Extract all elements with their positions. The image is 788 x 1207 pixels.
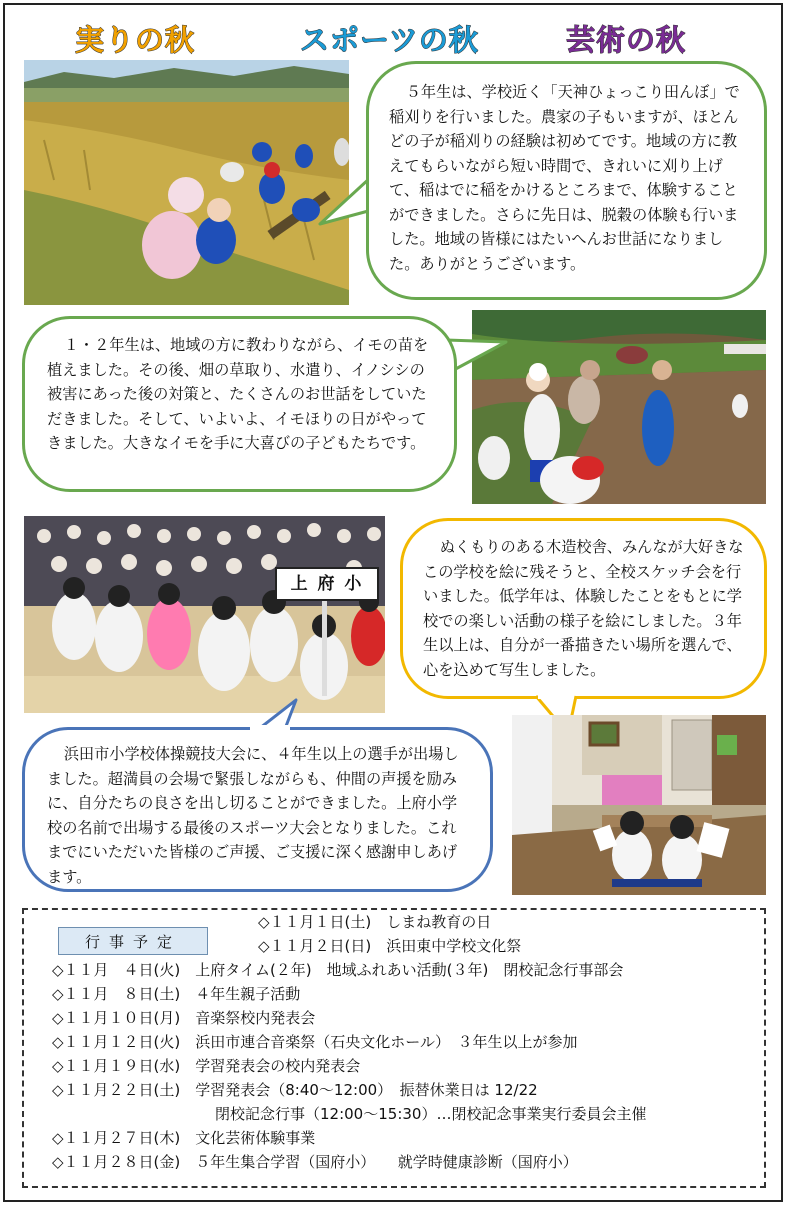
schedule-event: ◇１１月２日(日) 浜田東中学校文化祭 [258,937,522,955]
heading-sports-autumn: スポーツの秋 [300,23,479,57]
gym-bubble-tail-cover [240,720,300,734]
potato-bubble [22,316,457,492]
heading-art-autumn: 芸術の秋 [566,23,687,57]
rice-harvest-bubble [366,61,767,300]
school-name-sign: 上 府 小 [290,574,364,594]
schedule-title: 行事予定 [58,927,208,955]
sketch-bubble [400,518,767,699]
heading-harvest-autumn: 実りの秋 [75,23,196,57]
schedule-event: ◇１１月 ８日(土) ４年生親子活動 [52,985,301,1003]
sketch-event-photo [512,715,766,895]
rice-harvest-photo [24,60,349,305]
gymnastics-meet-photo [24,516,385,713]
sketch-text: ぬくもりのある木造校舎、みんなが大好きなこの学校を絵に残そうと、全校スケッチ会を行いました。低学年は、体験したことをもとに学校での楽しい活動の様子を絵にしました。３年生以上は、自分が一番描きたい場所を選んで、心を込めて写生しました。 [423,538,744,679]
schedule-event: ◇１１月２７日(木) 文化芸術体験事業 [52,1129,316,1147]
schedule-event: 閉校記念行事（12:00～15:30）…閉校記念事業実行委員会主催 [215,1105,647,1123]
potato-digging-photo [472,310,766,504]
schedule-event: ◇１１月１２日(火) 浜田市連合音楽祭（石央文化ホール） ３年生以上が参加 [52,1033,578,1051]
schedule-event: ◇１１月１９日(水) 学習発表会の校内発表会 [52,1057,361,1075]
schedule-event: ◇１１月２２日(土) 学習発表会（8:40～12:00） 振替休業日は 12/22 [52,1081,538,1099]
schedule-event: ◇１１月１０日(月) 音楽祭校内発表会 [52,1009,316,1027]
gym-text: 浜田市小学校体操競技大会に、４年生以上の選手が出場しました。超満員の会場で緊張しながらも、仲間の声援を励みに、自分たちの良さを出し切ることができました。上府小学校の名前で出場する最後のスポーツ大会となりました。これまでにいただいた皆様のご声援、ご支援に深く感謝申しあげます。 [47,745,459,886]
schedule-event: ◇１１月１日(土) しまね教育の日 [258,913,492,931]
potato-text: １・２年生は、地域の方に教わりながら、イモの苗を植えました。その後、畑の草取り、水遣り、イノシシの被害にあった後の対策と、たくさんのお世話をしていただきました。そして、いよいよ、イモほりの日がやってきました。大きなイモを手に大喜びの子どもたちです。 [47,336,429,452]
schedule-event: ◇１１月 ４日(火) 上府タイム(２年) 地域ふれあい活動(３年) 閉校記念行事部会 [52,961,624,979]
schedule-event: ◇１１月２８日(金) ５年生集合学習（国府小） 就学時健康診断（国府小） [52,1153,578,1171]
rice-harvest-text: ５年生は、学校近く「天神ひょっこり田んぼ」で稲刈りを行いました。農家の子もいますが、ほとんどの子が稲刈りの経験は初めてです。地域の方に教えてもらいながら短い時間で、きれいに刈り上げて、稲はでに稲をかけるところまで、体験することができました。さらに先日は、脱穀の体験も行いました。地域の皆様にはたいへんお世話になりました。ありがとうございます。 [389,83,740,273]
gym-bubble [22,727,493,892]
